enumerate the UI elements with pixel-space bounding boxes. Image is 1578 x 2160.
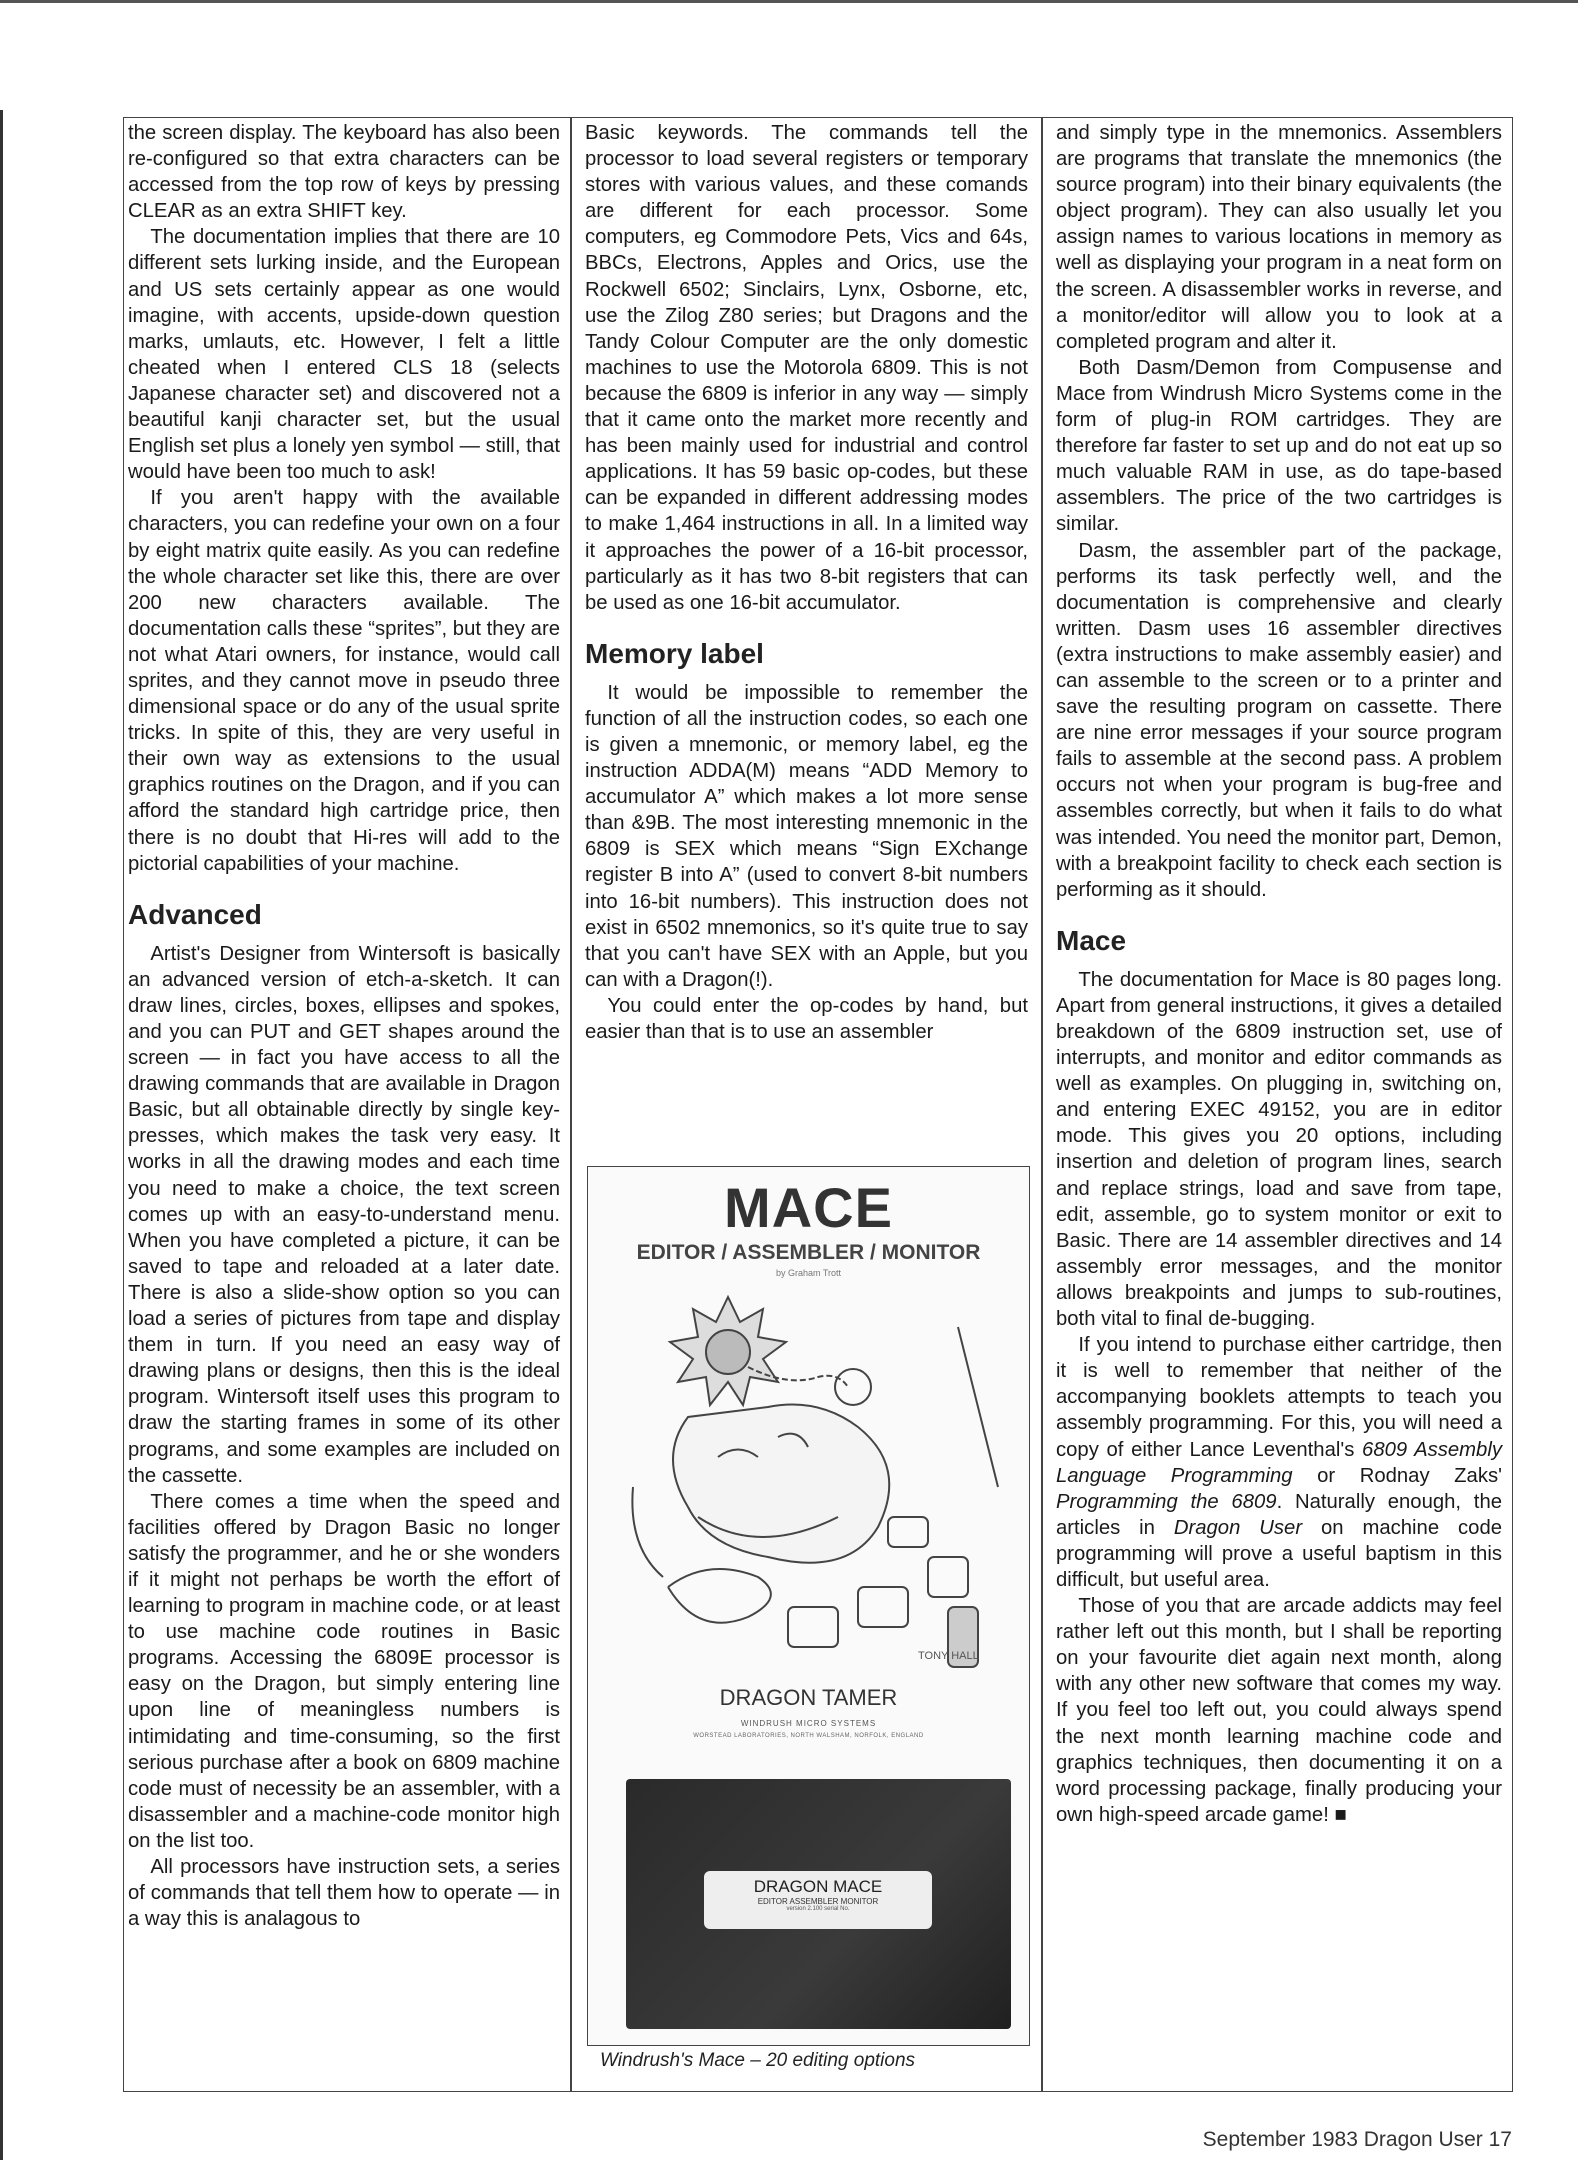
column-3 bbox=[1056, 120, 1502, 1828]
paragraph bbox=[128, 120, 560, 224]
page-top-rule bbox=[0, 0, 1578, 3]
paragraph bbox=[128, 485, 560, 876]
text-run: Dasm, the assembler part of the package, performs its task perfectly well, and the documentation is comprehensive and clearly written. Dasm uses 16 assembler directives (extra instructions to make assembly easier) and can assemble to the screen or to a printer and save the resulting program on cassette. There are nine error messages if your source program fails to assemble at the second pass. A problem occurs not when your program is bug-free and assembles correctly, but when it fails to do what was intended. You need the monitor part, Demon, with a breakpoint facility to check each section is performing as it should. bbox=[1056, 539, 1502, 901]
book-title: Dragon User bbox=[1173, 1516, 1303, 1539]
text-run: . Naturally enough, the articles in bbox=[1056, 1490, 1502, 1539]
text-run: The documentation implies that there are 10 different sets lurking inside, and the European and US sets certainly appear as one would imagine, with accents, upside-down question marks, umlauts, etc. However, I felt a little cheated when I entered CLS 18 (selects Japanese character set) and discovered not a beautiful kanji character set, but the usual English set plus a lonely yen symbol — still, that would have been too much to ask! bbox=[128, 226, 560, 484]
column-divider bbox=[1041, 117, 1043, 2092]
mace-cover-figure bbox=[587, 1166, 1030, 2046]
dragon-illustration bbox=[628, 1287, 1008, 1677]
paragraph bbox=[128, 224, 560, 485]
paragraph bbox=[128, 941, 560, 1489]
text-run: or Rodnay Zaks' bbox=[1292, 1464, 1502, 1487]
book-title: Programming the 6809 bbox=[1056, 1490, 1277, 1513]
paragraph bbox=[1056, 355, 1502, 538]
text-run: Basic keywords. The commands tell the processor to load several registers or temporary stores with various values, and these comands are different for each processor. Some computers, eg Commodore Pets, Vics and 64s, BBCs, Electrons, Apples and Orics, use the Rockwell 6502; Sinclairs, Lynx, Osborne, etc, use the Zilog Z80 series; but Dragons and the Tandy Colour Computer are the only domestic machines to use the Motorola 6809. This is not because the 6809 is inferior in any way — simply that it came onto the market more recently and has been mainly used for industrial and control applications. It has 59 basic op-codes, but these can be expanded in different addressing modes to make 1,464 instructions in all. In a limited way it approaches the power of a 16-bit processor, particularly as it has two 8-bit registers that can be used as one 16-bit accumulator. bbox=[585, 122, 1028, 614]
product-name: DRAGON TAMER bbox=[719, 1685, 898, 1710]
cartridge-label bbox=[704, 1871, 932, 1929]
paragraph bbox=[128, 1489, 560, 1854]
figure-byline: by Graham Trott bbox=[775, 1268, 842, 1278]
paragraph bbox=[1056, 1593, 1502, 1828]
paragraph bbox=[1056, 967, 1502, 1332]
text-run: If you aren't happy with the available characters, you can redefine your own on a four by eight matrix quite easily. As you can redefine the whole character set like this, there are over 200 new characters available. The documentation calls these “sprites”, but they are not what Atari owners, for instance, would call sprites, and they cannot move in pseudo three dimensional space or do any of the usual sprite tricks. In spite of this, they are very useful in their own way as extensions to the usual graphics routines on the Dragon, and if you can afford the standard high cartridge price, then there is no doubt that Hi-res will add to the pictorial capabilities of your machine. bbox=[128, 487, 560, 875]
book-title: 6809 Assembly Language Programming bbox=[1056, 1438, 1502, 1487]
figure-title: MACE bbox=[724, 1176, 893, 1239]
figure-subtitle: EDITOR / ASSEMBLER / MONITOR bbox=[636, 1241, 981, 1264]
paragraph bbox=[585, 993, 1028, 1045]
text-run: If you intend to purchase either cartridge, then it is well to remember that neither of the accompanying booklets attempts to teach you assembly programming. For this, you will need a copy of either Lance Leventhal's bbox=[1056, 1334, 1502, 1461]
text-run: The documentation for Mace is 80 pages long. Apart from general instructions, it gives a detailed breakdown of the 6809 instruction set, use of interrupts, and monitor and editor commands as well as examples. On plugging in, switching on, and entering EXEC 49152, you are in editor mode. This gives you 20 options, including insertion and deletion of program lines, search and replace strings, load and save from tape, edit, assemble, go to system monitor or exit to Basic. There are 14 assembler directives and 14 assembly error messages, and the monitor allows breakpoints and jumps to sub-routines, both vital to final de-bugging. bbox=[1056, 968, 1502, 1331]
text-run: All processors have instruction sets, a series of commands that tell them how to operate — in a way this is analagous to bbox=[128, 1856, 560, 1931]
page-edge bbox=[0, 110, 3, 2160]
paragraph bbox=[1056, 1332, 1502, 1593]
section-heading: Advanced bbox=[128, 898, 262, 930]
text-run: Artist's Designer from Wintersoft is basically an advanced version of etch-a-sketch. It can draw lines, circles, boxes, ellipses and spokes, and you can PUT and GET shapes around the screen — in fact you have access to all the drawing commands that are available in Dragon Basic, but all obtainable directly by single keypresses, which makes the task very easy. It works in all the drawing modes and each time you need to make a choice, the text screen comes up with an easy-to-understand menu. When you have completed a picture, it can be saved to tape and reloaded at a later date. There is also a slide-show option so you can load a series of pictures from tape and display them in turn. If you need an easy way of drawing plans or designs, then this is the ideal program. Wintersoft itself uses this program to draw the starting frames in some of its other programs, and some examples are included on the cassette. bbox=[128, 942, 560, 1487]
text-run: on machine code programming will prove a useful baptism in this difficult, but useful area. bbox=[1056, 1516, 1502, 1591]
text-run: It would be impossible to remember the function of all the instruction codes, so each one is given a mnemonic, or memory label, eg the instruction ADDA(M) means “ADD Memory to accumulator A” which makes a lot more sense than &9B. The most interesting mnemonic in the 6809 is SEX which means “Sign EXchange register B into A” (used to convert 8-bit numbers into 16-bit numbers). This instruction does not exist in 6502 mnemonics, so it's quite true to say that you can't have SEX with an Apple, but you can with a Dragon(!). bbox=[585, 681, 1028, 991]
text-run: Both Dasm/Demon from Compusense and Mace from Windrush Micro Systems come in the form of plug-in ROM cartridges. They are therefore far faster to set up and do not eat up so much valuable RAM in use, as do tape-based assemblers. The price of the two cartridges is similar. bbox=[1056, 356, 1502, 536]
paragraph bbox=[1056, 120, 1502, 355]
column-1 bbox=[128, 120, 560, 1932]
page-footer: September 1983 Dragon User 17 bbox=[1202, 2128, 1512, 2151]
column-2 bbox=[585, 120, 1028, 1045]
cartridge-line2: EDITOR ASSEMBLER MONITOR bbox=[757, 1897, 879, 1906]
figure-caption: Windrush's Mace – 20 editing options bbox=[600, 2050, 916, 2071]
text-run: There comes a time when the speed and facilities offered by Dragon Basic no longer satisfy the programmer, and he or she wonders if it might not perhaps be worth the effort of learning to program in machine code, or at least to use machine code routines in Basic programs. Accessing the 6809E processor is easy on the Dragon, but simply entering line upon line of meaningless numbers is intimidating and time-consuming, so the first serious purchase after a book on 6809 machine code must of necessity be an assembler, with a disassembler and a machine-code monitor high on the list too. bbox=[128, 1490, 560, 1852]
artist-signature: TONY HALL bbox=[918, 1650, 979, 1662]
section-heading: Memory label bbox=[585, 637, 764, 669]
company-name: WINDRUSH MICRO SYSTEMS bbox=[740, 1719, 877, 1728]
text-run: and simply type in the mnemonics. Assemblers are programs that translate the mnemonics (the source program) into their binary equivalents (the object program). They can also usually let you assign names to various locations in memory as well as displaying your program in a neat form on the screen. A disassembler works in reverse, and a monitor/editor will allow you to look at a completed program and alter it. bbox=[1056, 122, 1502, 353]
cartridge-photo bbox=[626, 1779, 1011, 2029]
text-run: You could enter the op-codes by hand, but easier than that is to use an assembler bbox=[585, 994, 1028, 1043]
column-divider bbox=[570, 117, 572, 2092]
text-run: the screen display. The keyboard has also been re-configured so that extra characters can be accessed from the top row of keys by pressing CLEAR as an extra SHIFT key. bbox=[128, 122, 560, 223]
section-heading: Mace bbox=[1056, 924, 1127, 956]
text-run: Those of you that are arcade addicts may feel rather left out this month, but I shall be reporting on your favourite diet again next month, along with any other new software that comes my way. If you feel too left out, you could always spend the next month learning machine code and graphics techniques, then documenting it on a word processing package, finally producing your own high-speed arcade game! ■ bbox=[1056, 1595, 1502, 1826]
company-address: WORSTEAD LABORATORIES, NORTH WALSHAM, NORFOLK, ENGLAND bbox=[693, 1733, 924, 1739]
paragraph bbox=[128, 1854, 560, 1932]
cartridge-name: DRAGON MACE bbox=[753, 1877, 883, 1896]
cartridge-line3: version 2.100 serial No. bbox=[786, 1906, 850, 1912]
paragraph bbox=[1056, 538, 1502, 903]
paragraph bbox=[585, 120, 1028, 616]
paragraph bbox=[585, 680, 1028, 993]
